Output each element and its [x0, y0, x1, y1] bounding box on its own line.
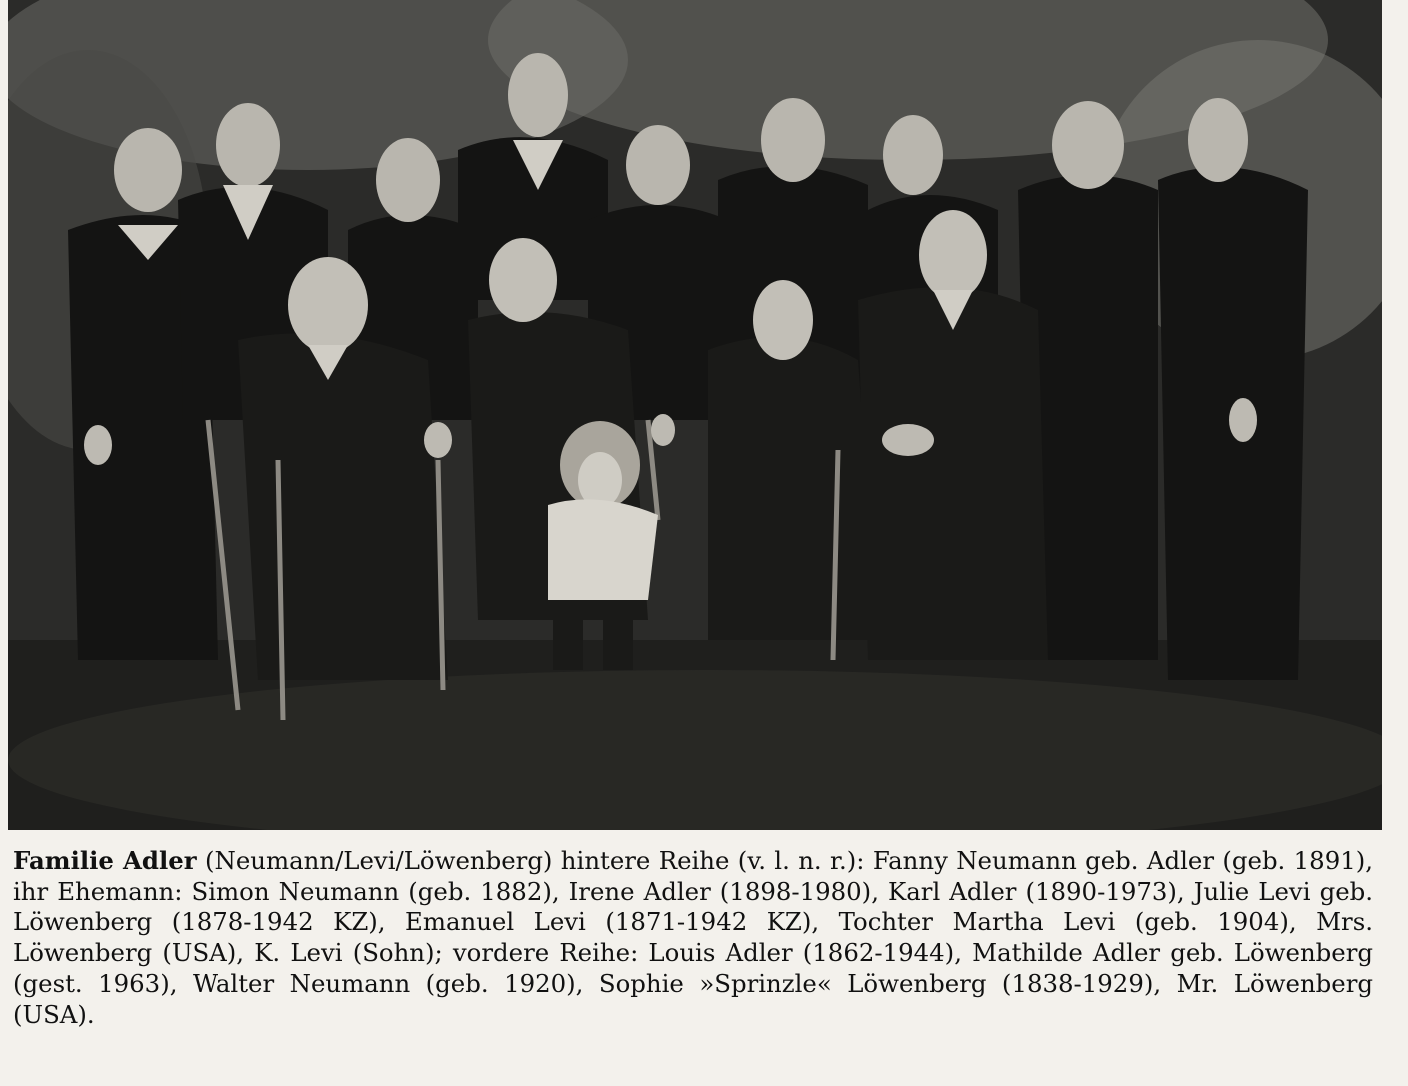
- photo-illustration: [8, 0, 1382, 830]
- photo-caption: [13, 846, 1373, 1030]
- family-photograph: [8, 0, 1382, 830]
- caption-text: (Neumann/Levi/Löwenberg) hintere Reihe (v. l. n. r.): Fanny Neumann geb. Adler (geb. 1891), ihr Ehemann: Simon Neumann (geb. 1882), Irene Adler (1898-1980), Karl Adler (1890-1973), Julie Levi geb. Löwenberg (1878-1942 KZ), Emanuel Levi (1871-1942 KZ), Tochter Martha Levi (geb. 1904), Mrs. Löwenberg (USA), K. Levi (Sohn); vordere Reihe: Louis Adler (1862-1944), Mathilde Adler geb. Löwenberg (gest. 1963), Walter Neumann (geb. 1920), Sophie »Sprinzle« Löwenberg (1838-1929), Mr. Löwenberg (USA).: [13, 846, 1373, 1029]
- caption-title: Familie Adler: [13, 846, 197, 875]
